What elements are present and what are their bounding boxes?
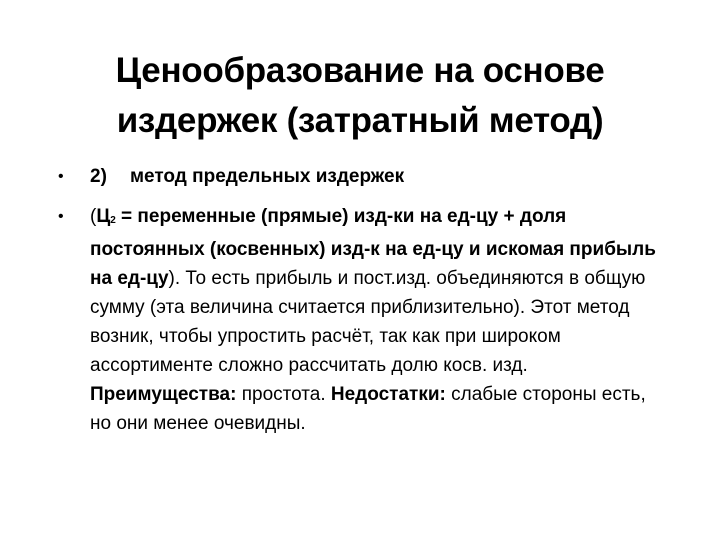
slide-content xyxy=(58,162,670,449)
bullet-marker: • xyxy=(58,208,64,225)
close-paren: ). xyxy=(168,268,181,289)
advantages-text: простота. xyxy=(236,384,331,405)
bullet-item-description xyxy=(58,202,670,438)
disadvantages-text: слабые стороны есть, но они менее очевидны. xyxy=(90,384,646,434)
price-formula: = переменные (прямые) изд-ки на ед-цу + доля постоянных (косвенных) изд-к на ед-цу и искомая прибыль на ед-цу xyxy=(90,206,656,289)
disadvantages-label: Недостатки: xyxy=(330,384,446,405)
method-number: 2) xyxy=(90,166,107,187)
bullet-marker: • xyxy=(58,168,64,185)
bullet-item-method xyxy=(58,162,670,191)
price-symbol: Ц xyxy=(96,206,111,227)
advantages-label: Преимущества: xyxy=(90,384,237,405)
title-line-1: Ценообразование на основе xyxy=(115,51,605,90)
description-text: То есть прибыль и пост.изд. объединяются в общую сумму (эта величина считается приблизительно). Этот метод возник, чтобы упростить расчёт, так как при широком ассортименте сложно рассчитать долю косв. изд. xyxy=(90,268,646,376)
slide-title xyxy=(40,46,680,146)
price-subscript: 2 xyxy=(110,215,116,226)
title-line-2: издержек (затратный метод) xyxy=(116,101,604,140)
method-title: метод предельных издержек xyxy=(130,166,405,187)
open-paren: ( xyxy=(90,206,97,227)
